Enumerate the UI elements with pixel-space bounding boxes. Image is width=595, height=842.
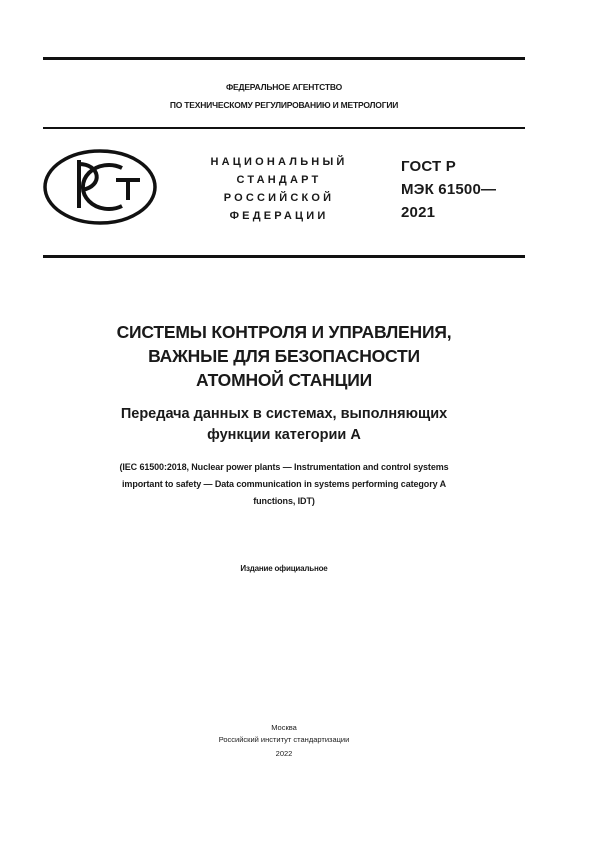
gost-designation-line2: МЭК 61500— — [401, 181, 497, 198]
standard-type-line1: НАЦИОНАЛЬНЫЙ — [210, 156, 348, 168]
agency-name-line1: ФЕДЕРАЛЬНОЕ АГЕНТСТВО — [225, 82, 343, 92]
rst-logo-icon — [42, 148, 158, 226]
imprint-publisher: Российский институт стандартизации — [218, 735, 350, 744]
standard-type-line4: ФЕДЕРАЦИИ — [229, 210, 329, 222]
imprint-year: 2022 — [275, 749, 293, 758]
header-rule — [43, 127, 525, 129]
edition-note: Издание официальное — [240, 564, 328, 573]
document-title-line2: ВАЖНЫЕ ДЛЯ БЕЗОПАСНОСТИ — [148, 346, 420, 366]
iec-reference-line1: (IEC 61500:2018, Nuclear power plants — Instrumentation and control systems — [119, 462, 449, 472]
document-subtitle-line1: Передача данных в системах, выполняющих — [120, 406, 448, 422]
document-title-line3: АТОМНОЙ СТАНЦИИ — [196, 370, 372, 390]
iec-reference-line2: important to safety — Data communication in systems performing category A — [122, 479, 446, 489]
agency-name-line2: ПО ТЕХНИЧЕСКОМУ РЕГУЛИРОВАНИЮ И МЕТРОЛОГИИ — [169, 100, 399, 110]
document-subtitle-line2: функции категории А — [207, 427, 361, 443]
document-title-line1: СИСТЕМЫ КОНТРОЛЯ И УПРАВЛЕНИЯ, — [116, 322, 452, 342]
designation-rule — [43, 255, 525, 258]
top-rule — [43, 57, 525, 60]
imprint-city: Москва — [271, 723, 297, 732]
gost-designation-line3: 2021 — [401, 204, 436, 221]
iec-reference-line3: functions, IDT) — [253, 496, 315, 506]
standard-type-line3: РОССИЙСКОЙ — [223, 192, 335, 204]
standard-type-line2: СТАНДАРТ — [236, 174, 322, 186]
gost-designation-line1: ГОСТ Р — [401, 158, 456, 175]
